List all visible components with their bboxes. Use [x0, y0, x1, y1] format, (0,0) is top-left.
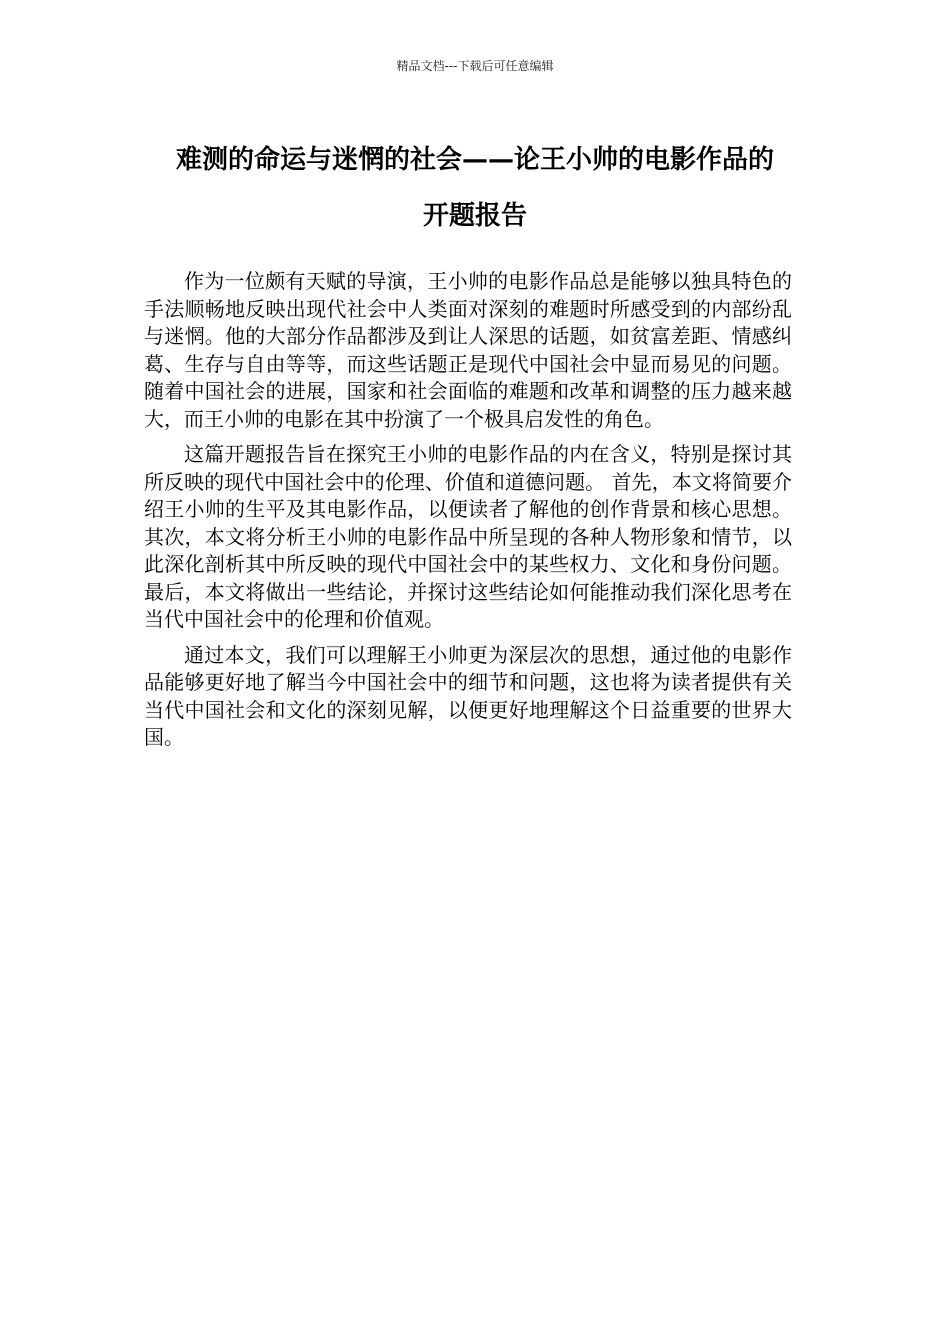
document-title	[140, 132, 810, 244]
paragraph-1: 作为一位颇有天赋的导演，王小帅的电影作品总是能够以独具特色的手法顺畅地反映出现代社会中人类面对深刻的难题时所感受到的内部纷乱与迷惘。他的大部分作品都涉及到让人深思的话题，如贫富差距、情感纠葛、生存与自由等等，而这些话题正是现代中国社会中显而易见的问题。随着中国社会的进展，国家和社会面临的难题和改革和调整的压力越来越大，而王小帅的电影在其中扮演了一个极具启发性的角色。	[144, 269, 792, 431]
paragraph-3: 通过本文，我们可以理解王小帅更为深层次的思想，通过他的电影作品能够更好地了解当今中国社会中的细节和问题，这也将为读者提供有关当代中国社会和文化的深刻见解，以便更好地理解这个日益重要的世界大国。	[144, 642, 792, 749]
title-line-2: 开题报告	[422, 201, 527, 231]
document-body	[144, 268, 792, 760]
paragraph-2: 这篇开题报告旨在探究王小帅的电影作品的内在含义，特别是探讨其所反映的现代中国社会中的伦理、价值和道德问题。 首先，本文将简要介绍王小帅的生平及其电影作品，以便读者了解他的创作背景和核心思想。其次，本文将分析王小帅的电影作品中所呈现的各种人物形象和情节，以此深化剖析其中所反映的现代中国社会中的某些权力、文化和身份问题。最后，本文将做出一些结论，并探讨这些结论如何能推动我们深化思考在当代中国社会中的伦理和价值观。	[144, 442, 792, 631]
title-line-1: 难测的命运与迷惘的社会——论王小帅的电影作品的	[175, 145, 774, 175]
header-note: 精品文档---下载后可任意编辑	[396, 59, 554, 73]
